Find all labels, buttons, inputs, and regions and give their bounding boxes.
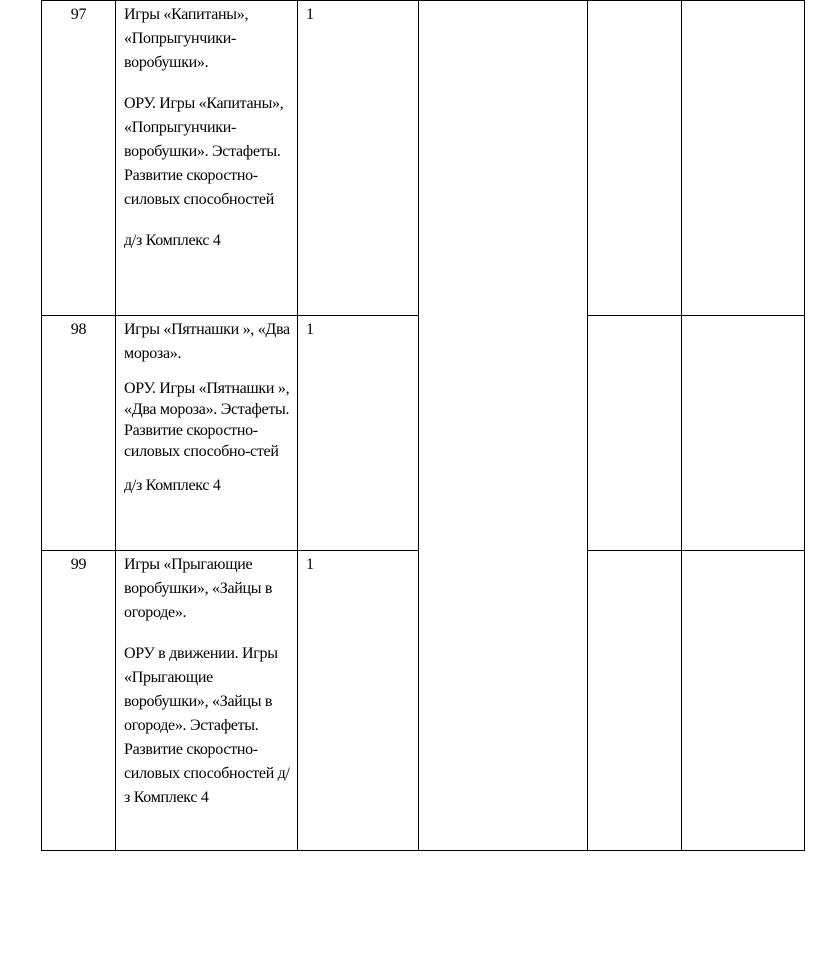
merged-empty-cell (419, 1, 588, 851)
empty-cell (682, 551, 805, 851)
lesson-hours: 1 (298, 1, 419, 316)
empty-cell (682, 316, 805, 551)
lesson-hours: 1 (298, 316, 419, 551)
empty-cell (588, 551, 682, 851)
lesson-topic-cell (116, 1, 298, 316)
lesson-content: ОРУ в движении. Игры «Прыгающие воробушки», «Зайцы в огороде». Эстафеты. Развитие скоростно-силовых способностей д/з Комплекс 4 (124, 645, 290, 806)
lesson-hours: 1 (298, 551, 419, 851)
empty-cell (588, 316, 682, 551)
empty-cell (588, 1, 682, 316)
lesson-homework: д/з Комплекс 4 (124, 232, 221, 249)
lesson-plan-table (41, 0, 805, 851)
lesson-number: 97 (42, 1, 116, 316)
table-row (42, 1, 805, 316)
lesson-title: Игры «Прыгающие воробушки», «Зайцы в огороде». (124, 556, 273, 621)
lesson-content: ОРУ. Игры «Пятнашки », «Два мороза». Эстафеты. Развитие скоростно-силовых способно-стей (124, 380, 290, 460)
empty-cell (682, 1, 805, 316)
lesson-topic-cell (116, 551, 298, 851)
lesson-content: ОРУ. Игры «Капитаны», «Попрыгунчики-воробушки». Эстафеты. Развитие скоростно-силовых способностей (124, 95, 284, 208)
lesson-homework: д/з Комплекс 4 (124, 477, 221, 494)
lesson-number: 99 (42, 551, 116, 851)
lesson-topic-cell (116, 316, 298, 551)
lesson-title: Игры «Пятнашки », «Два мороза». (124, 321, 290, 362)
lesson-number: 98 (42, 316, 116, 551)
lesson-title: Игры «Капитаны», «Попрыгунчики-воробушки». (124, 6, 249, 71)
